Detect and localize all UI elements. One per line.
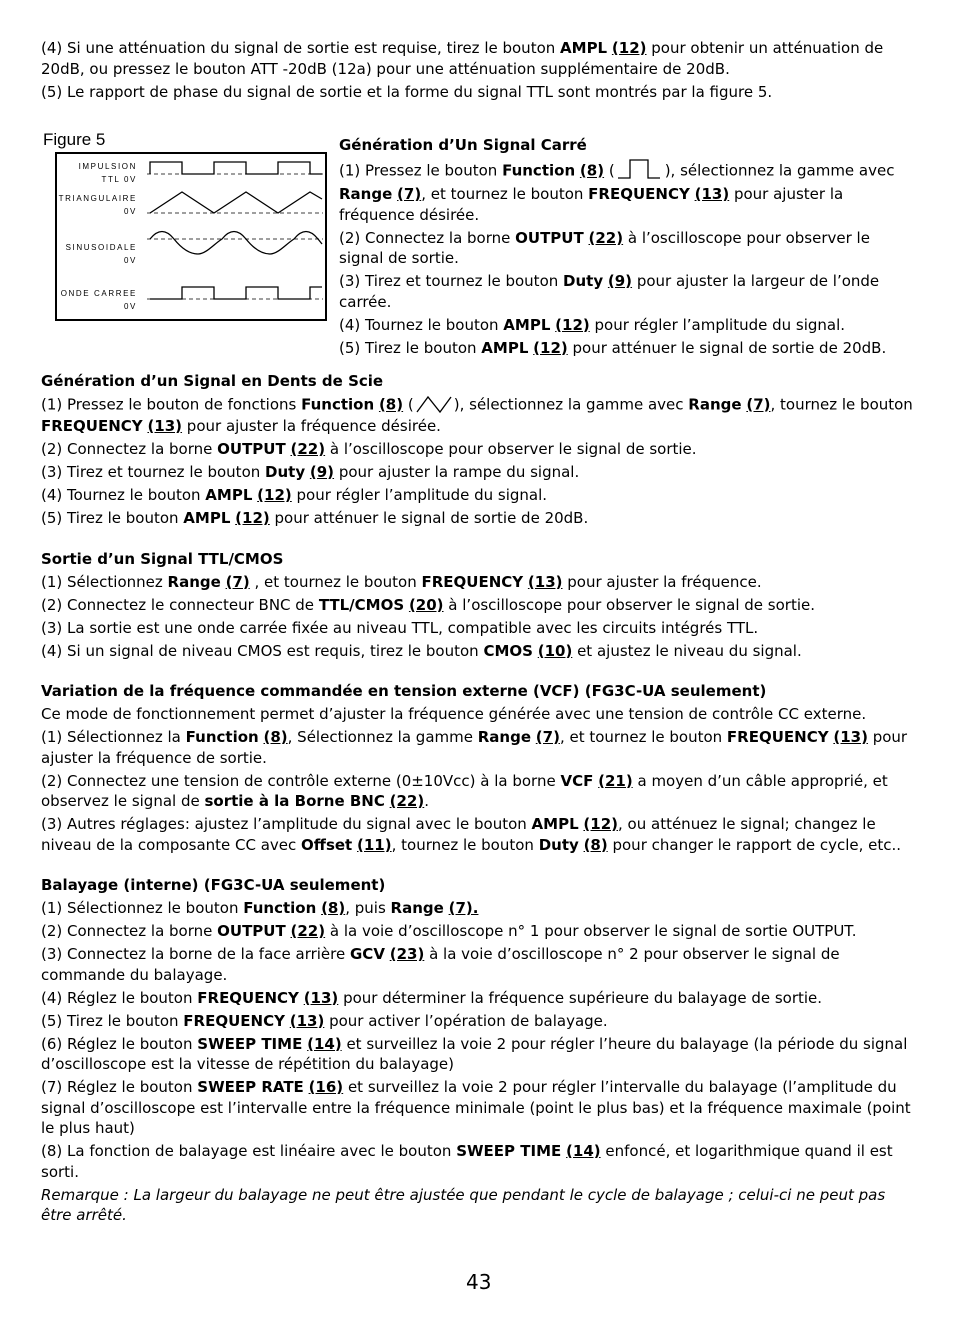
- text: pour ajuster la fréquence.: [562, 572, 762, 591]
- text: (1) Sélectionnez le bouton: [41, 899, 244, 917]
- sweep-step-2: [41, 921, 913, 942]
- bold-term: VCF: [560, 771, 594, 790]
- bold-term: OUTPUT: [515, 228, 584, 247]
- signal-label-sinusoidale: SINUSOIDALE: [65, 243, 137, 252]
- vcf-step-2: [41, 771, 913, 812]
- ref-number: (22): [290, 440, 326, 458]
- ttl-pulse-wave: [150, 162, 322, 174]
- ref-number: (21): [598, 771, 633, 790]
- text: , et tournez le bouton: [249, 572, 422, 591]
- bold-term: Offset: [301, 835, 353, 854]
- signal-label-onde-carree: ONDE CARREE: [60, 289, 137, 298]
- text: ), sélectionnez la gamme avec: [664, 161, 895, 180]
- ref-number: (14): [566, 1142, 601, 1160]
- text: , Sélectionnez la gamme: [287, 728, 478, 746]
- text: pour ajuster la fréquence de sortie.: [41, 728, 908, 767]
- bold-term: CMOS: [483, 641, 533, 660]
- ref-number: (13): [303, 988, 339, 1007]
- ref-number: (13): [527, 572, 563, 591]
- ref-number: (14): [307, 1034, 342, 1053]
- text: (: [604, 161, 615, 180]
- text: (2) Connectez la borne: [41, 922, 218, 940]
- text: a moyen d’un câble approprié, et observez le signal de: [41, 771, 888, 810]
- saw-step-4: [41, 485, 913, 506]
- text: pour régler l’amplitude du signal.: [291, 486, 548, 504]
- text: à l’oscilloscope pour observer le signal de sortie.: [443, 595, 815, 614]
- ref-number: (12): [257, 486, 292, 504]
- text: à la voie d’oscilloscope n° 1 pour observer le signal de sortie OUTPUT.: [325, 922, 857, 940]
- vcf-step-1: [41, 727, 913, 768]
- saw-step-3: [41, 462, 913, 483]
- saw-step-1: [41, 394, 913, 437]
- sawtooth-section: [41, 371, 913, 529]
- text: (1) Sélectionnez la: [41, 728, 186, 746]
- text: , puis: [345, 899, 391, 917]
- text: et ajustez le niveau du signal.: [572, 641, 802, 660]
- text: (1) Pressez le bouton de fonctions: [41, 395, 302, 414]
- text: (3) Tirez et tournez le bouton: [41, 463, 266, 481]
- text: pour ajuster la fréquence désirée.: [339, 185, 844, 224]
- square-step-4: [339, 315, 913, 336]
- text: (6) Réglez le bouton: [41, 1034, 198, 1053]
- ref-number: (12): [611, 39, 647, 57]
- sweep-step-7: [41, 1077, 913, 1139]
- text: (7) Réglez le bouton: [41, 1078, 198, 1096]
- ref-number: (13): [289, 1011, 325, 1030]
- bold-term: SWEEP TIME: [456, 1142, 562, 1160]
- vcf-intro: Ce mode de fonctionnement permet d’ajuster la fréquence générée avec une tension de contrôle CC externe.: [41, 705, 867, 723]
- text: (4) Si un signal de niveau CMOS est requis, tirez le bouton: [41, 641, 484, 660]
- bold-term: Duty: [563, 272, 604, 290]
- text: pour déterminer la fréquence supérieure du balayage de sortie.: [338, 988, 823, 1007]
- sine-wave: [150, 232, 322, 255]
- text: pour ajuster la largeur de l’onde carrée.: [339, 272, 880, 311]
- square-wave-icon: [615, 158, 665, 184]
- signal-label-impulsion: IMPULSION: [78, 162, 137, 171]
- text: (: [403, 395, 414, 414]
- text: ), sélectionnez la gamme avec: [453, 395, 689, 414]
- text: , et tournez le bouton: [559, 728, 727, 746]
- bold-term: FREQUENCY: [588, 185, 690, 203]
- text: et surveillez la voie 2 pour régler l’intervalle du balayage (l’amplitude du signal d’oscilloscope est l’intervalle entre la fréquence minimale (point le plus bas) et la fréquence maximale (point le plus haut): [41, 1078, 911, 1137]
- vcf-section: [41, 681, 913, 855]
- bold-term: AMPL: [205, 486, 253, 504]
- text: (4) Tournez le bouton: [41, 486, 206, 504]
- sweep-step-8: [41, 1141, 913, 1182]
- ref-number: (22): [290, 922, 326, 940]
- text: et surveillez la voie 2 pour régler l’heure du balayage (la période du signal d’oscilloscope est la vitesse de répétition du balayage): [41, 1034, 908, 1073]
- ref-number: (8): [263, 728, 288, 746]
- saw-step-5: [41, 508, 913, 529]
- text: , tournez le bouton: [770, 395, 913, 414]
- ttl-step-1: [41, 572, 913, 593]
- ref-number: (8): [579, 161, 605, 180]
- square-step-2: [339, 228, 913, 269]
- saw-step-2: [41, 439, 913, 460]
- bold-term: SWEEP RATE: [197, 1078, 304, 1096]
- square-wave-section: [339, 135, 913, 361]
- signal-zero-sinusoidale: 0V: [124, 256, 137, 265]
- bold-term: FREQUENCY: [41, 417, 143, 435]
- sweep-remark: [41, 1185, 913, 1226]
- remark-text: Remarque : La largeur du balayage ne peut être ajustée que pendant le cycle de balayage ; celui-ci ne peut pas être arrêté.: [41, 1185, 886, 1224]
- bold-term: OUTPUT: [217, 440, 286, 458]
- ttl-title: Sortie d’un Signal TTL/CMOS: [41, 549, 284, 568]
- bold-term: sortie à la Borne BNC: [204, 792, 385, 810]
- bold-term: Range: [167, 572, 221, 591]
- ref-number: (11): [357, 835, 392, 854]
- sweep-step-6: [41, 1034, 913, 1075]
- text: (2) Connectez la borne: [339, 228, 516, 247]
- ref-number: (7): [535, 728, 560, 746]
- figure-5-box: [55, 152, 327, 321]
- bold-term: Duty: [538, 835, 579, 854]
- bold-term: FREQUENCY: [421, 572, 524, 591]
- text: (5) Tirez le bouton: [41, 509, 184, 527]
- text: (5) Tirez le bouton: [339, 338, 482, 357]
- ref-number: (22): [389, 792, 425, 810]
- ref-number: (20): [408, 595, 444, 614]
- ref-number: (12): [583, 815, 619, 833]
- text: (1) Pressez le bouton: [339, 161, 503, 180]
- figure-row: [41, 130, 913, 371]
- text: pour obtenir un atténuation de 20dB, ou pressez le bouton ATT -20dB (12a) pour une atténuation supplémentaire de 20dB.: [41, 39, 884, 78]
- ref-number: (7): [746, 395, 771, 414]
- bold-term: Range: [339, 185, 393, 203]
- bold-term: Function: [185, 728, 259, 746]
- ref-number: (13): [147, 417, 183, 435]
- text: (3) Autres réglages: ajustez l’amplitude du signal avec le bouton: [41, 815, 532, 833]
- bold-term: AMPL: [560, 39, 608, 57]
- bold-term: Function: [301, 395, 375, 414]
- text: enfoncé, et logarithmique quand il est sorti.: [41, 1142, 893, 1181]
- text: (1) Sélectionnez: [41, 572, 168, 591]
- text: à l’oscilloscope pour observer le signal de sortie.: [339, 228, 870, 267]
- bold-term: AMPL: [183, 509, 231, 527]
- square-step-5: [339, 338, 913, 359]
- signal-zero-triangulaire: 0V: [124, 207, 137, 216]
- ref-number: (13): [694, 185, 730, 203]
- text: pour atténuer le signal de sortie de 20dB.: [567, 338, 887, 357]
- triangle-wave: [150, 192, 322, 213]
- bold-term: AMPL: [503, 315, 551, 334]
- text: (3) Tirez et tournez le bouton: [339, 272, 564, 290]
- text: (4) Réglez le bouton: [41, 988, 198, 1007]
- text: (8) La fonction de balayage est linéaire avec le bouton: [41, 1142, 457, 1160]
- ref-number: (13): [833, 728, 868, 746]
- vcf-title: Variation de la fréquence commandée en tension externe (VCF) (FG3C-UA seulement): [41, 682, 767, 700]
- bold-term: FREQUENCY: [726, 728, 829, 746]
- square-title: Génération d’Un Signal Carré: [339, 136, 587, 154]
- saw-title: Génération d’un Signal en Dents de Scie: [41, 372, 384, 390]
- bold-term: Function: [243, 899, 317, 917]
- ref-number: (12): [555, 315, 590, 334]
- waveform-diagram: [57, 154, 325, 319]
- sweep-step-5: [41, 1011, 913, 1032]
- bold-term: OUTPUT: [217, 922, 286, 940]
- text: à la voie d’oscilloscope n° 2 pour observer le signal de commande du balayage.: [41, 945, 840, 984]
- bold-term: Range: [477, 728, 532, 746]
- sweep-section: [41, 875, 913, 1226]
- bold-term: Function: [502, 161, 576, 180]
- figure-label: Figure 5: [43, 130, 106, 149]
- ref-number: (16): [308, 1078, 344, 1096]
- page-number: 43: [466, 1270, 492, 1294]
- ttl-step-3: (3) La sortie est une onde carrée fixée au niveau TTL, compatible avec les circuits intégrés TTL.: [41, 618, 759, 637]
- sweep-step-1: [41, 898, 913, 919]
- text: (3) Connectez la borne de la face arrière: [41, 945, 350, 963]
- bold-term: FREQUENCY: [197, 988, 299, 1007]
- ref-number: (7).: [448, 899, 479, 917]
- text: , et tournez le bouton: [421, 185, 589, 203]
- bold-term: FREQUENCY: [183, 1011, 285, 1030]
- sweep-title: Balayage (interne) (FG3C-UA seulement): [41, 876, 386, 894]
- text: .: [424, 792, 430, 810]
- vcf-step-3: [41, 814, 913, 855]
- text: pour ajuster la fréquence désirée.: [182, 417, 441, 435]
- ref-number: (9): [309, 463, 335, 481]
- ref-number: (10): [537, 641, 573, 660]
- text: pour activer l’opération de balayage.: [324, 1011, 608, 1030]
- text: , tournez le bouton: [391, 835, 539, 854]
- ref-number: (22): [588, 228, 624, 247]
- text: (2) Connectez le connecteur BNC de: [41, 595, 319, 614]
- bold-term: Range: [688, 395, 742, 414]
- bold-term: AMPL: [531, 815, 579, 833]
- sweep-step-4: [41, 988, 913, 1009]
- square-wave: [150, 287, 322, 299]
- bold-term: TTL/CMOS: [318, 595, 405, 614]
- ttl-section: [41, 549, 913, 662]
- ref-number: (8): [321, 899, 346, 917]
- square-step-1: [339, 158, 913, 225]
- ttl-step-2: [41, 595, 913, 616]
- text: pour atténuer le signal de sortie de 20dB.: [269, 509, 589, 527]
- ref-number: (12): [235, 509, 270, 527]
- text: (4) Tournez le bouton: [339, 315, 504, 334]
- bold-term: Range: [390, 899, 444, 917]
- sawtooth-wave-icon: [414, 394, 454, 416]
- ref-number: (8): [583, 835, 608, 854]
- text: à l’oscilloscope pour observer le signal de sortie.: [325, 440, 697, 458]
- intro-step-4: [41, 38, 913, 79]
- text: pour régler l’amplitude du signal.: [589, 315, 846, 334]
- bold-term: GCV: [350, 945, 385, 963]
- text: (2) Connectez la borne: [41, 440, 218, 458]
- ref-number: (8): [378, 395, 404, 414]
- signal-label-triangulaire: TRIANGULAIRE: [58, 194, 137, 203]
- bold-term: AMPL: [481, 338, 529, 357]
- text: pour ajuster la rampe du signal.: [334, 463, 580, 481]
- bold-term: SWEEP TIME: [197, 1034, 303, 1053]
- text: (2) Connectez une tension de contrôle externe (0±10Vcc) à la borne: [41, 771, 561, 790]
- square-step-3: [339, 271, 913, 312]
- bold-term: Duty: [265, 463, 306, 481]
- signal-zero-impulsion: TTL 0V: [101, 175, 137, 184]
- ttl-step-4: [41, 641, 913, 662]
- intro-step-5: (5) Le rapport de phase du signal de sortie et la forme du signal TTL sont montrés par la figure 5.: [41, 82, 773, 101]
- sweep-step-3: [41, 944, 913, 985]
- ref-number: (23): [389, 945, 425, 963]
- ref-number: (9): [607, 272, 633, 290]
- text: (5) Tirez le bouton: [41, 1011, 184, 1030]
- ref-number: (7): [397, 185, 422, 203]
- text: pour changer le rapport de cycle, etc..: [607, 835, 902, 854]
- ref-number: (7): [225, 572, 250, 591]
- page-body: [41, 38, 913, 1228]
- ref-number: (12): [533, 338, 568, 357]
- text: (4) Si une atténuation du signal de sortie est requise, tirez le bouton: [41, 39, 561, 57]
- signal-zero-onde-carree: 0V: [124, 302, 137, 311]
- text: , ou atténuez le signal; changez le niveau de la composante CC avec: [41, 815, 876, 854]
